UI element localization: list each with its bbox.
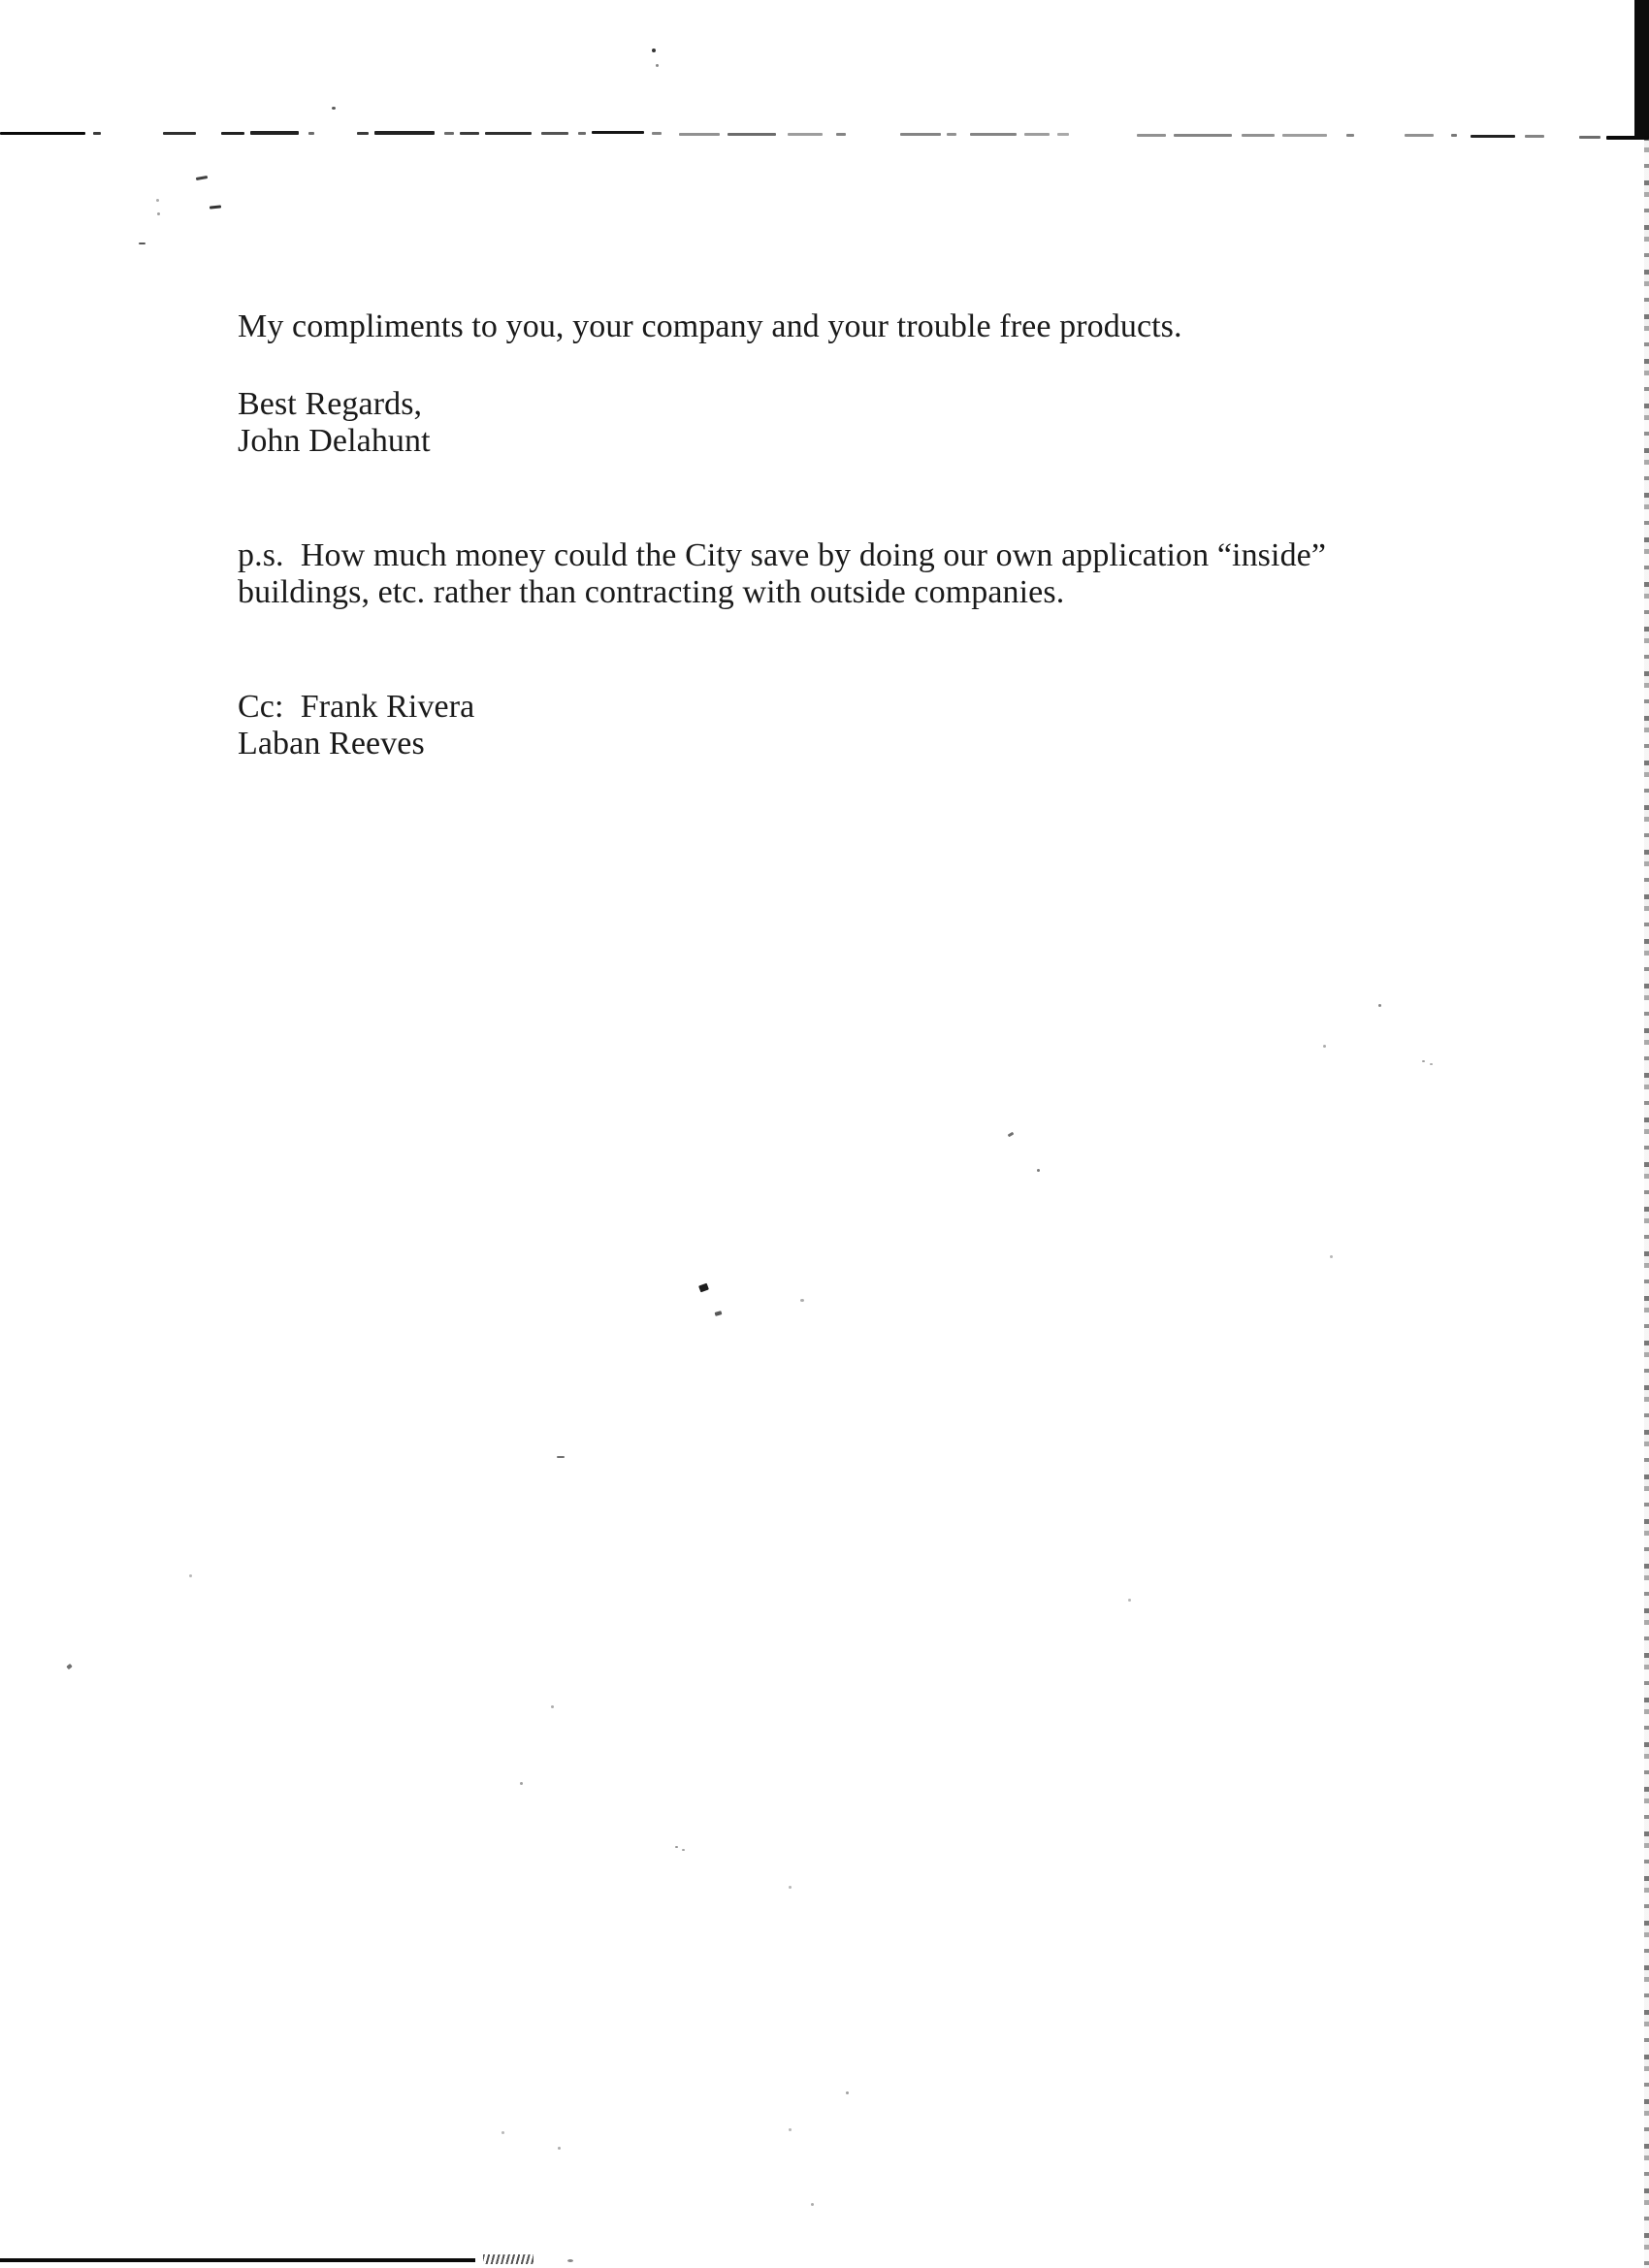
postscript-line-1: p.s. How much money could the City save by doing our own application “inside” bbox=[238, 537, 1327, 573]
postscript-line-2: buildings, etc. rather than contracting with outside companies. bbox=[238, 574, 1065, 610]
compliment-paragraph: My compliments to you, your company and your trouble free products. bbox=[238, 308, 1182, 344]
cc-line-1: Cc: Frank Rivera bbox=[238, 689, 475, 725]
signoff-regards: Best Regards, bbox=[238, 386, 423, 422]
signoff-name: John Delahunt bbox=[238, 423, 431, 459]
cc-line-2: Laban Reeves bbox=[238, 726, 425, 761]
